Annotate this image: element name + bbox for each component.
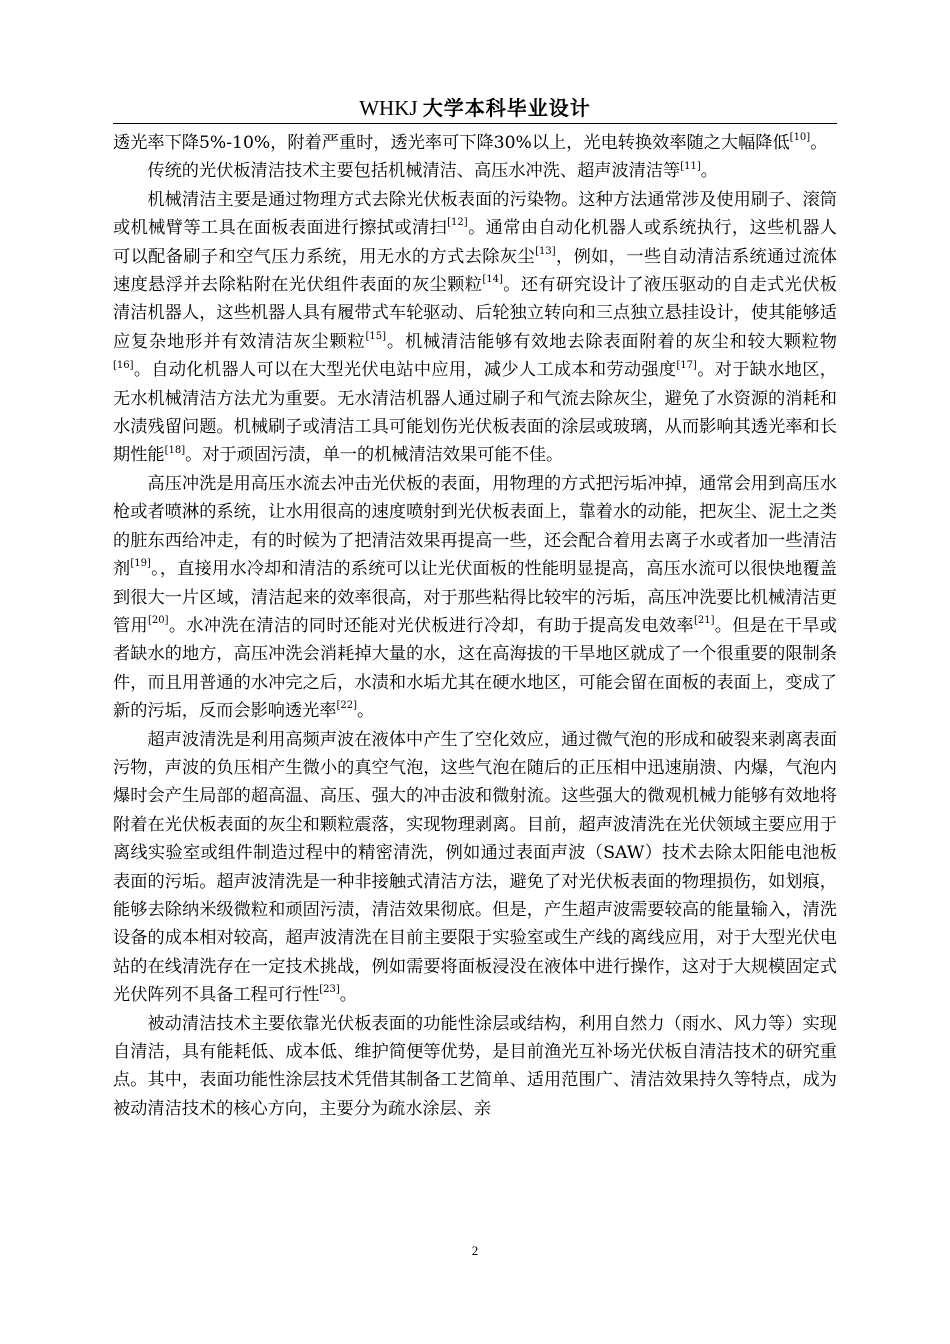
paragraph-text: 传统的光伏板清洁技术主要包括机械清洁、高压水冲洗、超声波清洁等 bbox=[147, 161, 681, 182]
paragraph-text: 。，直接用水冷却和清洁的系统可以让光伏面板的性能明显提高，高压水流可以很快地覆盖到很大一片区域，清洁起来的效率很高，对于那些粘得比较牢的污垢，高压冲洗要比机械清洁更管用 bbox=[113, 559, 837, 636]
paragraph bbox=[113, 186, 837, 470]
citation-ref: [16] bbox=[113, 359, 134, 371]
paragraph-text: 。但是在干旱或者缺水的地方，高压冲洗会消耗掉大量的水，这在高海拔的干旱地区就成了一个很重要的限制条件，而且用普通的水冲完之后，水渍和水垢尤其在硬水地区，可能会留在面板的表面上，变成了新的污垢，反而会影响透光率 bbox=[113, 615, 837, 722]
paragraph-text: 。通常由自动化机器人或系统执行，这些机器人可以配备刷子和空气压力系统，用无水的方式去除灰尘 bbox=[113, 218, 837, 267]
citation-ref: [10] bbox=[789, 132, 811, 144]
paragraph bbox=[113, 470, 837, 726]
citation-ref: [19] bbox=[130, 558, 151, 570]
paragraph-text: 。对于顽固污渍，单一的机械清洁效果可能不佳。 bbox=[185, 445, 564, 466]
paragraph-text: 透光率下降5%-10%，附着严重时，透光率可下降30%以上，光电转换效率随之大幅降低 bbox=[113, 133, 790, 153]
paragraph-text: ，例如，一些自动清洁系统通过流体速度悬浮并去除粘附在光伏组件表面的灰尘颗粒 bbox=[113, 246, 837, 296]
citation-ref: [14] bbox=[482, 274, 503, 286]
citation-ref: [21] bbox=[693, 615, 715, 627]
paragraph-text: 。机械清洁能够有效地去除表面附着的灰尘和较大颗粒物 bbox=[386, 331, 837, 352]
citation-ref: [15] bbox=[365, 331, 387, 343]
citation-ref: [11] bbox=[680, 160, 701, 172]
header-rule bbox=[113, 123, 837, 124]
paragraph-text: 。还有研究设计了液压驱动的自走式光伏板清洁机器人，这些机器人具有履带式车轮驱动、后轮独立转向和三点独立悬挂设计，使其能够适应复杂地形并有效清洁灰尘颗粒 bbox=[113, 275, 837, 352]
paragraph-text: 机械清洁主要是通过物理方式去除光伏板表面的污染物。这种方法通常涉及使用刷子、滚筒或机械臂等工具在面板表面进行擦拭或清扫 bbox=[113, 189, 837, 239]
paragraph-text: 。水冲洗在清洁的同时还能对光伏板进行冷却，有助于提高发电效率 bbox=[168, 615, 694, 636]
citation-ref: [20] bbox=[148, 615, 169, 627]
paragraph-text: 。 bbox=[700, 161, 718, 182]
citation-ref: [17] bbox=[676, 359, 697, 371]
paragraph bbox=[113, 726, 837, 1010]
header-title: 大学本科毕业设计 bbox=[422, 96, 591, 120]
paragraph bbox=[113, 129, 837, 157]
paragraph-text: 。 bbox=[356, 701, 375, 722]
citation-ref: [12] bbox=[447, 217, 468, 229]
paragraph bbox=[113, 157, 837, 185]
paragraph-text: 。 bbox=[339, 985, 357, 1006]
citation-ref: [18] bbox=[164, 444, 186, 456]
citation-ref: [23] bbox=[319, 984, 340, 996]
document-body bbox=[113, 129, 837, 1123]
citation-ref: [22] bbox=[336, 700, 357, 712]
paragraph-text: 。自动化机器人可以在大型光伏电站中应用，减少人工成本和劳动强度 bbox=[133, 360, 677, 381]
paragraph-text: 被动清洁技术主要依靠光伏板表面的功能性涂层或结构，利用自然力（雨水、风力等）实现自清洁，具有能耗低、成本低、维护简便等优势，是目前渔光互补场光伏板自清洁技术的研究重点。其中，表面功能性涂层技术凭借其制备工艺简单、适用范围广、清洁效果持久等特点，成为被动清洁技术的核心方向，主要分为疏水涂层、亲 bbox=[113, 1013, 837, 1119]
header-latin: WHKJ bbox=[359, 96, 418, 120]
paragraph bbox=[113, 1010, 837, 1124]
citation-ref: [13] bbox=[535, 245, 556, 257]
paragraph-text: 超声波清洗是利用高频声波在液体中产生了空化效应，通过微气泡的形成和破裂来剥离表面污物，声波的负压相产生微小的真空气泡，这些气泡在随后的正压相中迅速崩溃、内爆，气泡内爆时会产生局部的超高温、高压、强大的冲击波和微射流。这些强大的微观机械力能够有效地将附着在光伏板表面的灰尘和颗粒震落，实现物理剥离。目前，超声波清洗在光伏领域主要应用于离线实验室或组件制造过程中的精密清洗，例如通过表面声波（SAW）技术去除太阳能电池板表面的污垢。超声波清洗是一种非接触式清洁方法，避免了对光伏板表面的物理损伤，如划痕，能够去除纳米级微粒和顽固污渍，清洁效果彻底。但是，产生超声波需要较高的能量输入，清洗设备的成本相对较高，超声波清洗在目前主要限于实验室或生产线的离线应用，对于大型光伏电站的在线清洗存在一定技术挑战，例如需要将面板浸没在液体中进行操作，这对于大规模固定式光伏阵列不具备工程可行性 bbox=[113, 729, 837, 1006]
page-number: 2 bbox=[471, 1243, 479, 1258]
paragraph-text: 。 bbox=[810, 133, 828, 153]
page-header bbox=[113, 94, 837, 122]
paragraph-text: 。对于缺水地区，无水机械清洁方法尤为重要。无水清洁机器人通过刷子和气流去除灰尘，避免了水资源的消耗和水渍残留问题。机械刷子或清洁工具可能划伤光伏板表面的涂层或玻璃，从而影响其透光率和长期性能 bbox=[113, 360, 837, 466]
paragraph-text: 高压冲洗是用高压水流去冲击光伏板的表面，用物理的方式把污垢冲掉，通常会用到高压水枪或者喷淋的系统，让水用很高的速度喷射到光伏板表面上，靠着水的动能，把灰尘、泥土之类的脏东西给冲走，有的时候为了把清洁效果再提高一些，还会配合着用去离子水或者加一些清洁剂 bbox=[113, 473, 837, 580]
